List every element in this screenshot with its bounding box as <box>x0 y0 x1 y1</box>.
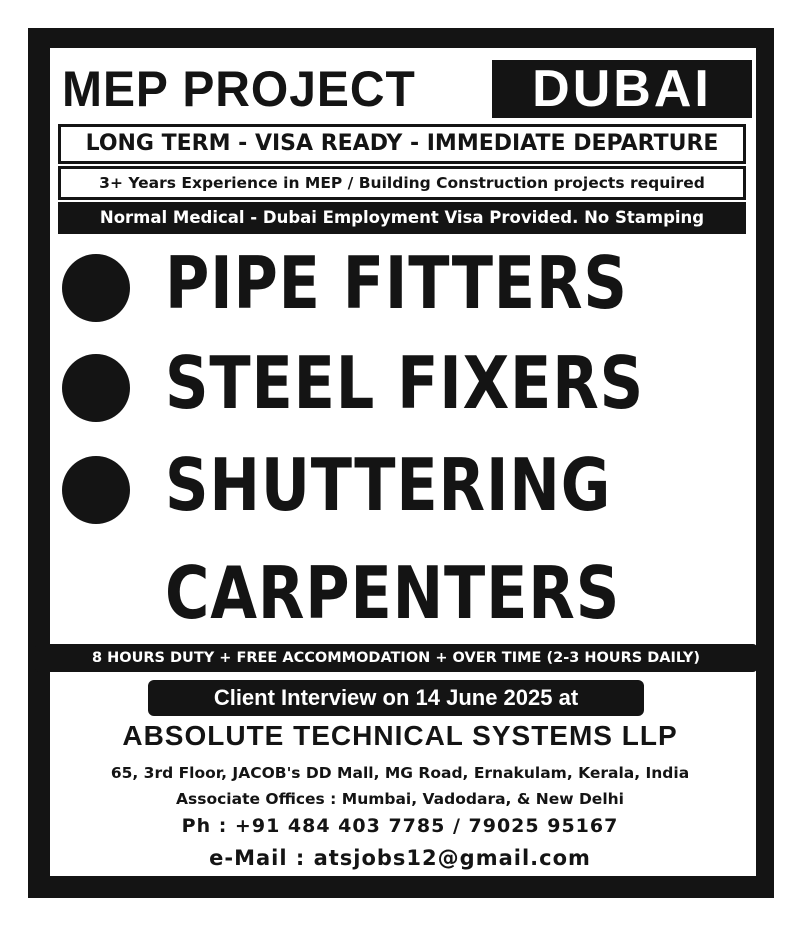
position-item <box>0 238 810 338</box>
company-name: ABSOLUTE TECHNICAL SYSTEMS LLP <box>122 720 678 751</box>
terms-banner: LONG TERM - VISA READY - IMMEDIATE DEPARTURE <box>58 124 746 164</box>
title-row <box>62 60 752 118</box>
position-label: PIPE FITTERS <box>165 241 628 325</box>
bullet-icon <box>62 354 130 422</box>
position-item <box>0 338 810 438</box>
position-item-continued <box>0 548 810 648</box>
benefits-banner: 8 HOURS DUTY + FREE ACCOMMODATION + OVER TIME (2-3 HOURS DAILY) <box>35 644 757 672</box>
title-location-badge: DUBAI <box>492 60 752 118</box>
visa-banner: Normal Medical - Dubai Employment Visa Provided. No Stamping <box>58 202 746 234</box>
interview-banner: Client Interview on 14 June 2025 at <box>148 680 644 716</box>
company-address: 65, 3rd Floor, JACOB's DD Mall, MG Road, Ernakulam, Kerala, India <box>110 764 690 782</box>
email-address: e-Mail : atsjobs12@gmail.com <box>209 846 591 870</box>
position-item <box>0 440 810 540</box>
bullet-icon <box>62 254 130 322</box>
phone-numbers: Ph : +91 484 403 7785 / 79025 95167 <box>181 815 619 837</box>
associate-offices: Associate Offices : Mumbai, Vadodara, & New Delhi <box>176 790 624 808</box>
experience-banner: 3+ Years Experience in MEP / Building Construction projects required <box>58 166 746 200</box>
position-label: SHUTTERING <box>165 443 612 527</box>
position-label: STEEL FIXERS <box>165 341 645 425</box>
title-project: MEP PROJECT <box>62 61 416 117</box>
bullet-icon <box>62 456 130 524</box>
position-label: CARPENTERS <box>165 551 621 635</box>
